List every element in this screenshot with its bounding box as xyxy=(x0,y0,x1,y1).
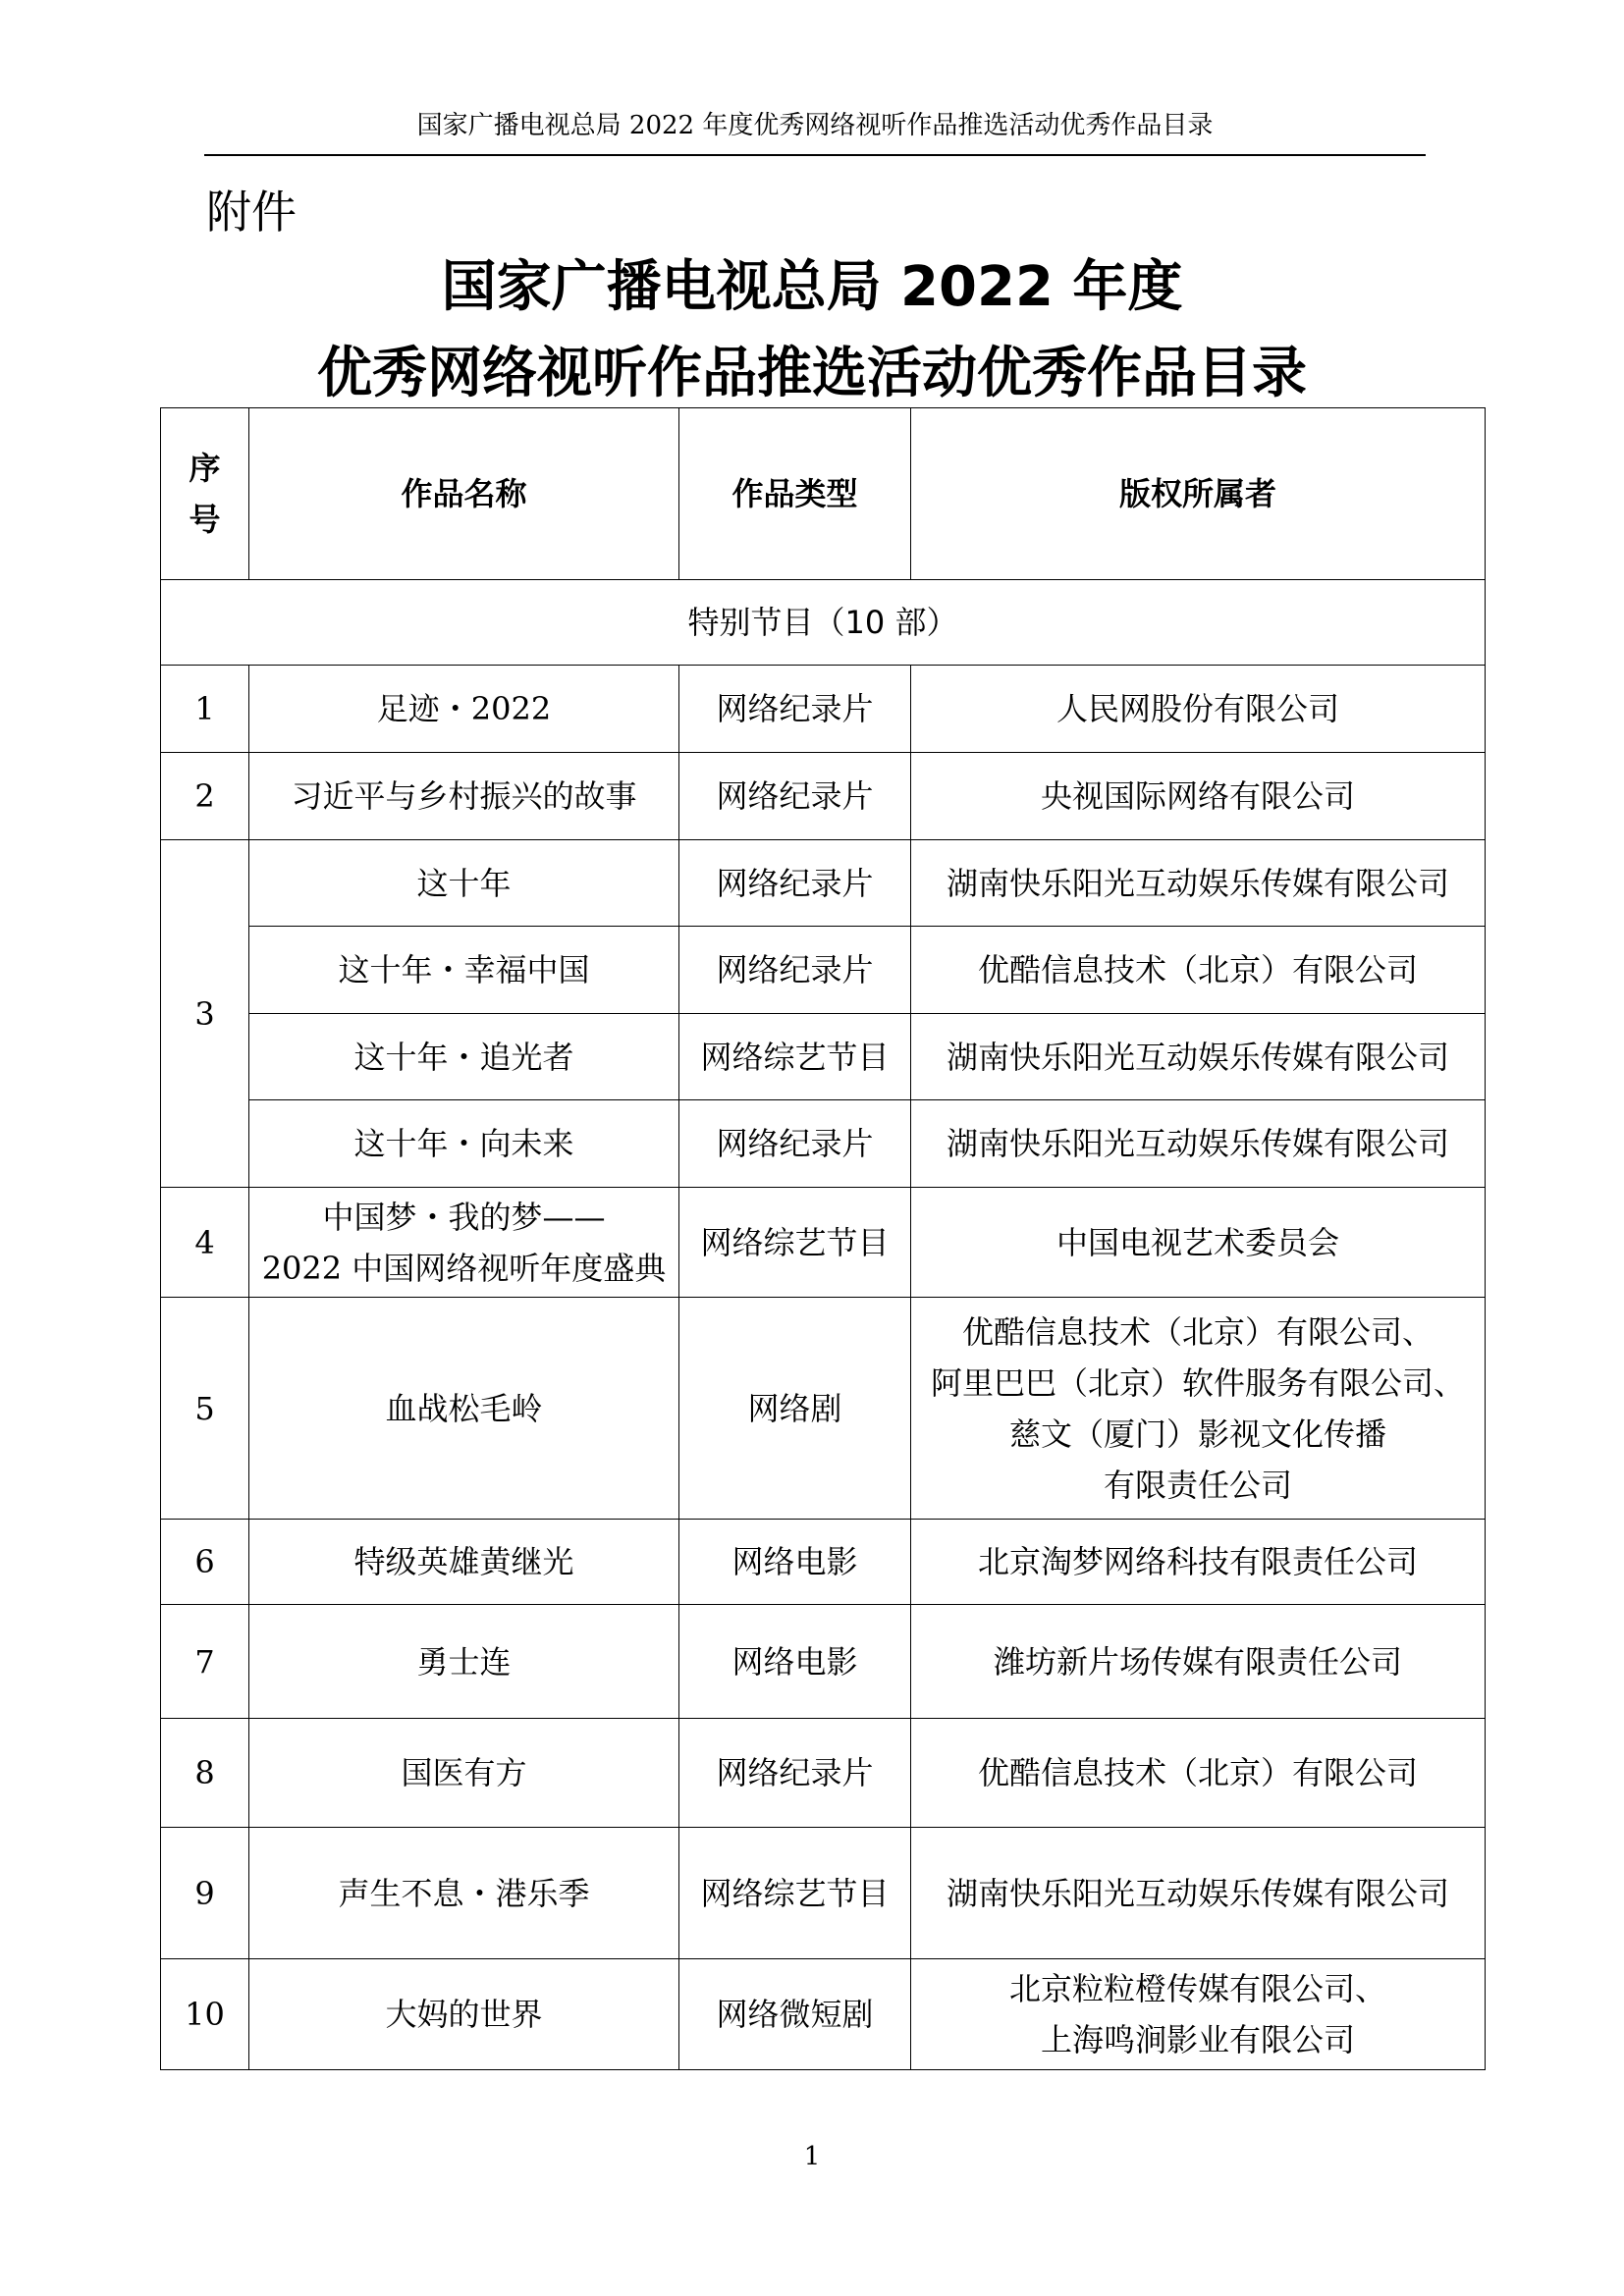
cell-owner: 湖南快乐阳光互动娱乐传媒有限公司 xyxy=(911,1828,1486,1959)
cell-owner: 人民网股份有限公司 xyxy=(911,666,1486,753)
cell-name: 这十年・追光者 xyxy=(249,1014,679,1100)
cell-owner xyxy=(911,1298,1486,1520)
table-row xyxy=(161,1298,1486,1520)
cell-seq: 9 xyxy=(161,1828,249,1959)
table-header-row xyxy=(161,408,1486,580)
table-row xyxy=(161,753,1486,840)
cell-seq: 2 xyxy=(161,753,249,840)
cell-type: 网络纪录片 xyxy=(679,753,911,840)
document-title-line-1: 国家广播电视总局 2022 年度 xyxy=(441,255,1183,319)
cell-type: 网络电影 xyxy=(679,1605,911,1719)
cell-type: 网络剧 xyxy=(679,1298,911,1520)
page-number: 1 xyxy=(803,2142,821,2171)
cell-type: 网络综艺节目 xyxy=(679,1014,911,1100)
cell-seq: 5 xyxy=(161,1298,249,1520)
table-row xyxy=(161,840,1486,927)
document-title-line-2: 优秀网络视听作品推选活动优秀作品目录 xyxy=(317,342,1307,405)
cell-seq: 4 xyxy=(161,1188,249,1298)
cell-type: 网络综艺节目 xyxy=(679,1188,911,1298)
header-type: 作品类型 xyxy=(679,408,911,580)
cell-owner-line-1: 优酷信息技术（北京）有限公司、 xyxy=(961,1312,1434,1351)
cell-type: 网络纪录片 xyxy=(679,666,911,753)
cell-seq: 3 xyxy=(161,840,249,1188)
cell-owner: 央视国际网络有限公司 xyxy=(911,753,1486,840)
cell-owner: 湖南快乐阳光互动娱乐传媒有限公司 xyxy=(911,1014,1486,1100)
header-name: 作品名称 xyxy=(249,408,679,580)
cell-owner: 优酷信息技术（北京）有限公司 xyxy=(911,1719,1486,1828)
table-row xyxy=(161,1014,1486,1100)
cell-name: 足迹・2022 xyxy=(249,666,679,753)
cell-type: 网络电影 xyxy=(679,1520,911,1605)
cell-owner-line-1: 北京粒粒橙传媒有限公司、 xyxy=(1008,1970,1386,2007)
cell-owner-line-2: 上海鸣涧影业有限公司 xyxy=(1040,2021,1355,2058)
cell-owner: 北京淘梦网络科技有限责任公司 xyxy=(911,1520,1486,1605)
cell-seq: 8 xyxy=(161,1719,249,1828)
cell-owner xyxy=(911,1959,1486,2070)
cell-owner-line-4: 有限责任公司 xyxy=(1103,1466,1292,1504)
cell-owner: 潍坊新片场传媒有限责任公司 xyxy=(911,1605,1486,1719)
cell-name: 大妈的世界 xyxy=(249,1959,679,2070)
header-seq-char-2: 号 xyxy=(189,501,221,538)
header-owner: 版权所属者 xyxy=(911,408,1486,580)
table-row xyxy=(161,666,1486,753)
table-row xyxy=(161,1520,1486,1605)
cell-name xyxy=(249,1188,679,1298)
cell-owner-line-2: 阿里巴巴（北京）软件服务有限公司、 xyxy=(930,1363,1465,1402)
cell-type: 网络微短剧 xyxy=(679,1959,911,2070)
cell-type: 网络综艺节目 xyxy=(679,1828,911,1959)
cell-type: 网络纪录片 xyxy=(679,840,911,927)
cell-owner: 湖南快乐阳光互动娱乐传媒有限公司 xyxy=(911,1100,1486,1188)
header-seq-char-1: 序 xyxy=(189,450,221,487)
table-row xyxy=(161,927,1486,1014)
section-row xyxy=(161,580,1486,666)
cell-type: 网络纪录片 xyxy=(679,927,911,1014)
cell-name: 声生不息・港乐季 xyxy=(249,1828,679,1959)
table-row xyxy=(161,1959,1486,2070)
running-header: 国家广播电视总局 2022 年度优秀网络视听作品推选活动优秀作品目录 xyxy=(416,111,1214,140)
table-row xyxy=(161,1719,1486,1828)
cell-owner-line-3: 慈文（厦门）影视文化传播 xyxy=(1008,1415,1386,1453)
section-title: 特别节目（10 部） xyxy=(161,580,1486,666)
cell-seq: 1 xyxy=(161,666,249,753)
table-row xyxy=(161,1100,1486,1188)
cell-owner: 湖南快乐阳光互动娱乐传媒有限公司 xyxy=(911,840,1486,927)
attachment-label: 附件 xyxy=(206,186,297,239)
cell-name: 特级英雄黄继光 xyxy=(249,1520,679,1605)
cell-name: 勇士连 xyxy=(249,1605,679,1719)
cell-seq: 6 xyxy=(161,1520,249,1605)
cell-type: 网络纪录片 xyxy=(679,1100,911,1188)
cell-owner: 优酷信息技术（北京）有限公司 xyxy=(911,927,1486,1014)
cell-name-line-1: 中国梦・我的梦—— xyxy=(322,1198,606,1236)
cell-name: 这十年 xyxy=(249,840,679,927)
header-seq xyxy=(161,408,249,580)
table-row xyxy=(161,1828,1486,1959)
works-catalog-table xyxy=(160,407,1486,2070)
header-rule xyxy=(204,154,1426,156)
cell-owner: 中国电视艺术委员会 xyxy=(911,1188,1486,1298)
cell-name: 这十年・向未来 xyxy=(249,1100,679,1188)
cell-seq: 7 xyxy=(161,1605,249,1719)
cell-name: 这十年・幸福中国 xyxy=(249,927,679,1014)
table-row xyxy=(161,1605,1486,1719)
cell-name: 血战松毛岭 xyxy=(249,1298,679,1520)
cell-type: 网络纪录片 xyxy=(679,1719,911,1828)
cell-name: 国医有方 xyxy=(249,1719,679,1828)
cell-seq: 10 xyxy=(161,1959,249,2070)
table-row xyxy=(161,1188,1486,1298)
cell-name-line-2: 2022 中国网络视听年度盛典 xyxy=(261,1249,667,1287)
cell-name: 习近平与乡村振兴的故事 xyxy=(249,753,679,840)
